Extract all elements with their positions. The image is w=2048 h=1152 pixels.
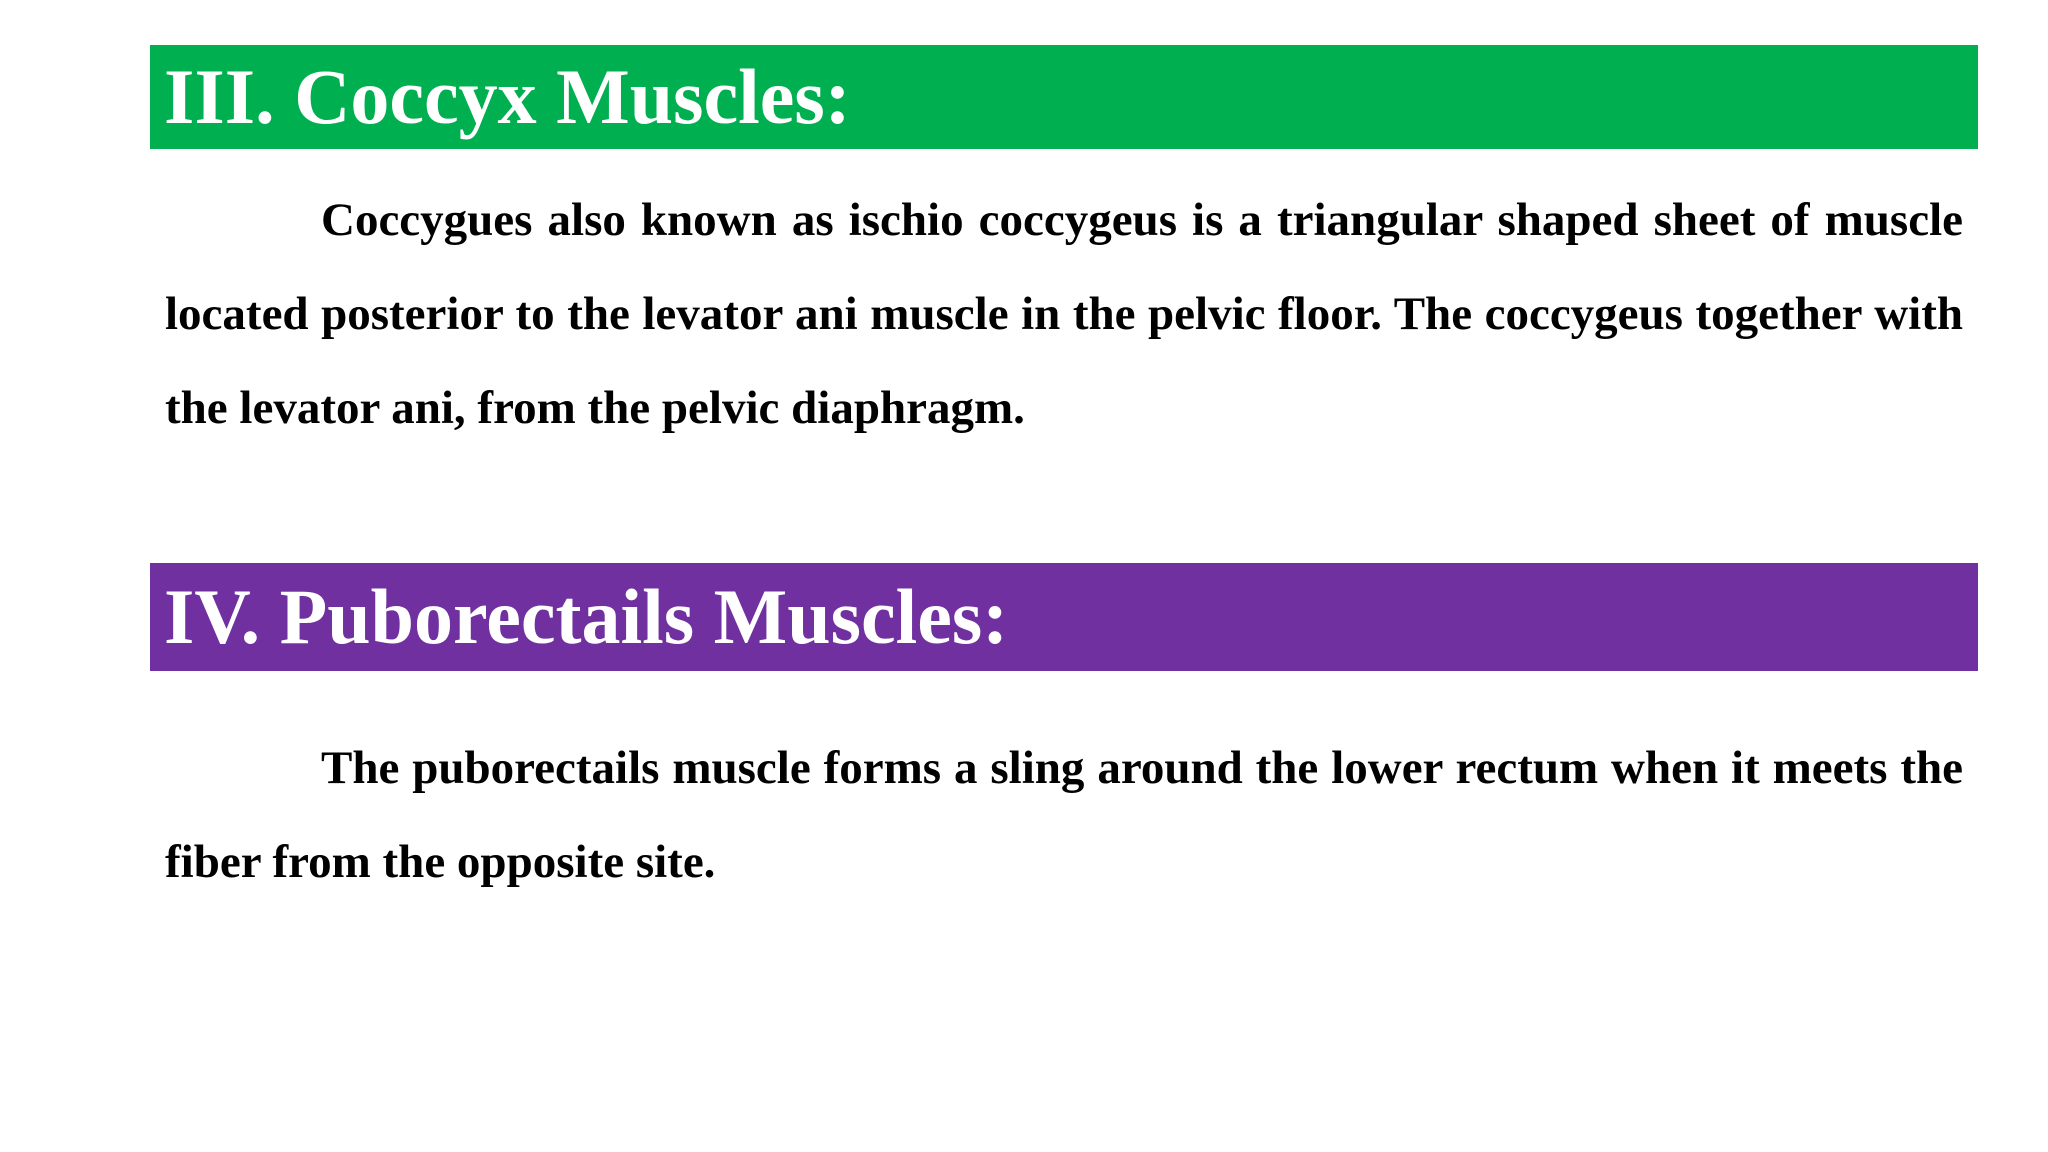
- section-body-puborectails: The puborectails muscle forms a sling around the lower rectum when it meets the fiber from the opposite site.: [165, 742, 1963, 888]
- section-heading-text: IV. Puborectails Muscles:: [164, 573, 1009, 660]
- section-heading-text: III. Coccyx Muscles:: [164, 53, 851, 140]
- section-heading-coccyx: [150, 45, 1978, 149]
- section-heading-puborectails: [150, 563, 1978, 671]
- section-body-coccyx: Coccygues also known as ischio coccygeus is a triangular shaped sheet of muscle located posterior to the levator ani muscle in the pelvic floor. The coccygeus together with the levator ani, from the pelvic diaphragm.: [165, 194, 1963, 434]
